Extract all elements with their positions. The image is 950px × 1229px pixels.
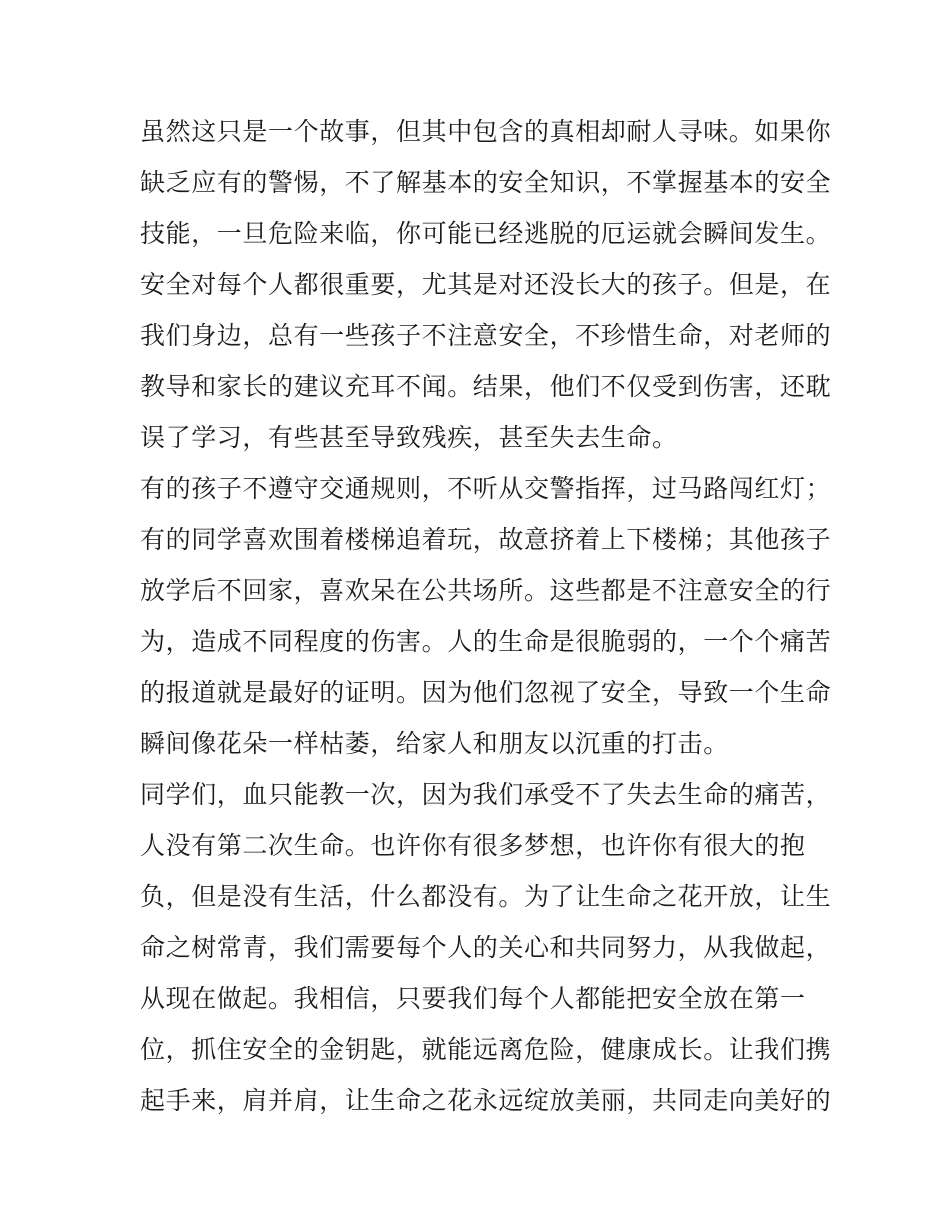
text-line: 我们身边，总有一些孩子不注意安全，不珍惜生命，对老师的 [140, 321, 832, 350]
text-line: 有的孩子不遵守交通规则，不听从交警指挥，过马路闯红灯； [140, 474, 832, 503]
text-line: 误了学习，有些甚至导致残疾，甚至失去生命。 [140, 423, 678, 452]
text-line: 从现在做起。我相信，只要我们每个人都能把安全放在第一 [140, 984, 806, 1013]
text-line: 为，造成不同程度的伤害。人的生命是很脆弱的，一个个痛苦 [140, 627, 832, 656]
text-line: 缺乏应有的警惕，不了解基本的安全知识，不掌握基本的安全 [140, 168, 832, 197]
text-line: 有的同学喜欢围着楼梯追着玩，故意挤着上下楼梯；其他孩子 [140, 525, 832, 554]
text-line: 的报道就是最好的证明。因为他们忽视了安全，导致一个生命 [140, 678, 832, 707]
text-line: 起手来，肩并肩，让生命之花永远绽放美丽，共同走向美好的 [140, 1086, 832, 1115]
text-line: 技能，一旦危险来临，你可能已经逃脱的厄运就会瞬间发生。 [140, 219, 832, 248]
text-line: 命之树常青，我们需要每个人的关心和共同努力，从我做起， [140, 933, 832, 962]
text-line: 同学们，血只能教一次，因为我们承受不了失去生命的痛苦， [140, 780, 832, 809]
text-line: 安全对每个人都很重要，尤其是对还没长大的孩子。但是，在 [140, 270, 832, 299]
text-line: 负，但是没有生活，什么都没有。为了让生命之花开放，让生 [140, 882, 832, 911]
text-line: 瞬间像花朵一样枯萎，给家人和朋友以沉重的打击。 [140, 729, 729, 758]
text-line: 人没有第二次生命。也许你有很多梦想，也许你有很大的抱 [140, 831, 806, 860]
text-line: 虽然这只是一个故事，但其中包含的真相却耐人寻味。如果你 [140, 117, 832, 146]
text-line: 教导和家长的建议充耳不闻。结果，他们不仅受到伤害，还耽 [140, 372, 832, 401]
text-line: 位，抓住安全的金钥匙，就能远离危险，健康成长。让我们携 [140, 1035, 832, 1064]
text-line: 放学后不回家，喜欢呆在公共场所。这些都是不注意安全的行 [140, 576, 832, 605]
body-text [140, 106, 832, 1126]
